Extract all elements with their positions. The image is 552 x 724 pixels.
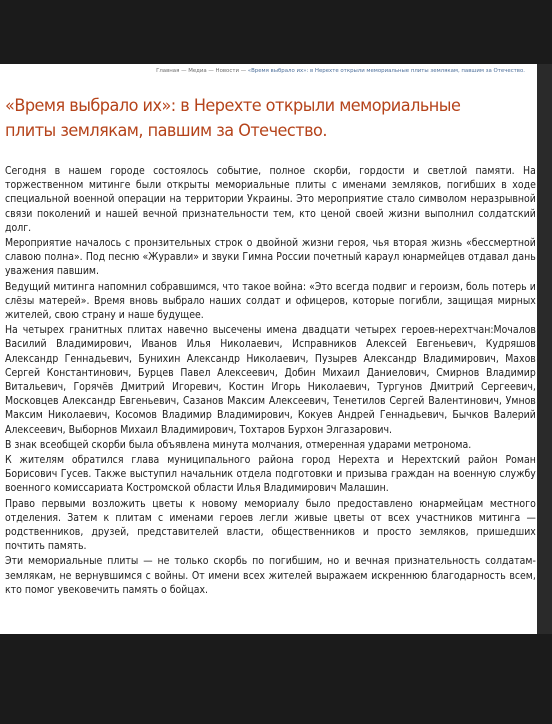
article-paragraph: Мероприятие началось с пронзительных строк о двойной жизни героя, чья вторая жизнь «бессмертной славою полна». Под песню «Журавли» и звуки Гимна России почетный караул юнармейцев отдавал дань уважения павшим. xyxy=(5,238,536,278)
scrollbar[interactable] xyxy=(537,64,552,634)
breadcrumb-media[interactable]: Медиа xyxy=(188,68,207,74)
breadcrumb-separator: — xyxy=(208,68,214,74)
breadcrumb xyxy=(156,68,525,74)
article-body xyxy=(5,165,536,599)
breadcrumb-current: «Время выбрало их»: в Нерехте открыли мемориальные плиты землякам, павшим за Отечество. xyxy=(247,68,525,74)
article-paragraph: Эти мемориальные плиты — не только скорбь по погибшим, но и вечная признательность солдатам-землякам, не вернувшимся с войны. От имени всех жителей выражаем искреннюю благодарность всем, кто помог увековечить память о бойцах. xyxy=(5,556,536,596)
breadcrumb-separator: — xyxy=(240,68,247,74)
article-paragraph: Ведущий митинга напомнил собравшимся, что такое война: «Это всегда подвиг и героизм, боль потерь и слёзы матерей». Время вновь выбрало наших солдат и офицеров, которые погибли, защищая мирных жителей, свою страну и наше будущее. xyxy=(5,281,536,322)
article-paragraph: На четырех гранитных плитах навечно высечены имена двадцати четырех героев-нерехтчан:Мочалов Василий Владимирович, Иванов Илья Николаевич, Исправников Алексей Евгеньевич, Кудряшов Александр Геннадьевич, Бунихин Александр Николаевич, Пузырев Александр Владимирович, Махов Сергей Константинович, Бурцев Павел Алексеевич, Добин Михаил Даниелович, Смирнов Владимир Витальевич, Горячёв Дмитрий Игоревич, Костин Игорь Николаевич, Тургунов Дмитрий Сергеевич, Московцев Александр Евгеньевич, Сазанов Максим Алексеевич, Тенетилов Сергей Валентинович, Умнов Максим Николаевич, Косомов Владимир Владимирович, Кокуев Андрей Геннадьевич, Бычков Валерий Алексеевич, Выборнов Михаил Владимирович, Тохтаров Бурхон Элгазарович. xyxy=(5,325,536,436)
breadcrumb-separator: — xyxy=(181,68,187,74)
page-title: «Время выбрало их»: в Нерехте открыли мемориальные плиты землякам, павшим за Отечество. xyxy=(5,96,461,141)
bottom-bar xyxy=(0,634,552,724)
breadcrumb-home[interactable]: Главная xyxy=(156,68,180,74)
article-page xyxy=(0,64,537,634)
article-paragraph: В знак всеобщей скорби была объявлена минута молчания, отмеренная ударами метронома. xyxy=(5,439,472,451)
breadcrumb-news[interactable]: Новости xyxy=(215,68,239,74)
article-paragraph: Сегодня в нашем городе состоялось событие, полное скорби, гордости и светлой памяти. На торжественном митинге были открыты мемориальные плиты с именами земляков, погибших в ходе специальной военной операции на территории Украины. Это мероприятие стало символом неразрывной связи поколений и нашей вечной признательности тем, кто ценой своей жизни выполнил солдатский долг. xyxy=(5,166,536,234)
article-paragraph: К жителям обратился глава муниципального района город Нерехта и Нерехтский район Роман Борисович Гусев. Также выступил начальник отдела подготовки и призыва граждан на военную службу военного комиссариата Костромской области Илья Владимирович Малашин. xyxy=(5,455,536,495)
article-paragraph: Право первыми возложить цветы к новому мемориалу было предоставлено юнармейцам местного отделения. Затем к плитам с именами героев легли живые цветы от всех участников митинга — родственников, друзей, представителей власти, общественников и просто земляков, пришедших почтить память. xyxy=(5,498,536,553)
